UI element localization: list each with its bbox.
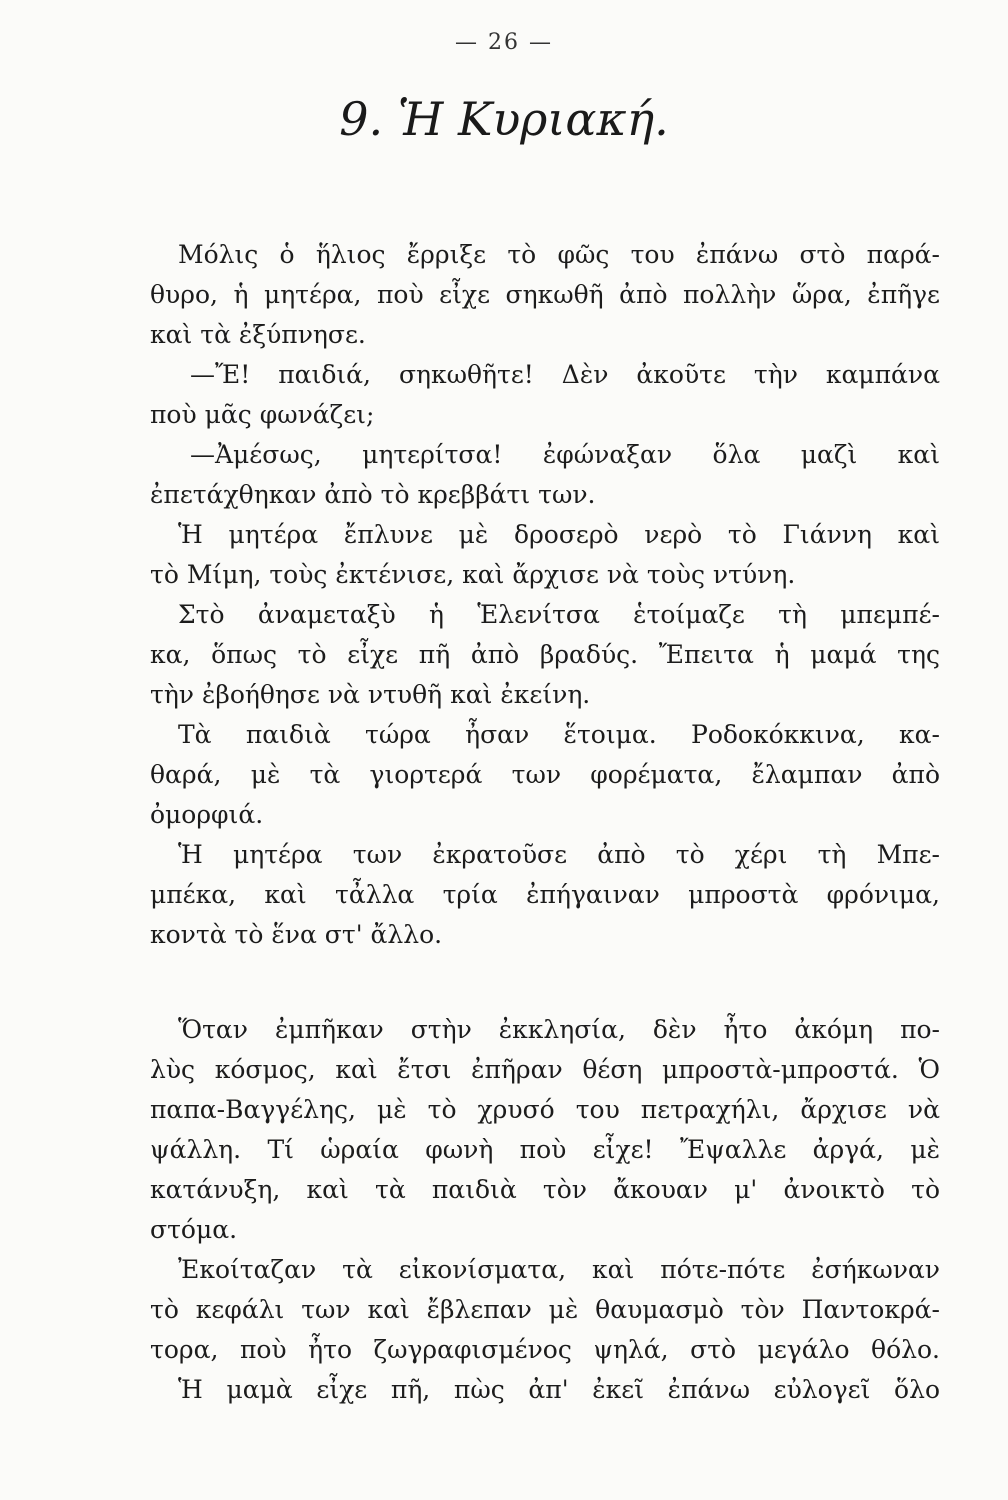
text-line: μπέκα, καὶ τἆλλα τρία ἐπήγαιναν μπροστὰ φρόνιμα, <box>150 880 940 909</box>
text-line: κοντὰ τὸ ἕνα στ' ἄλλο. <box>150 920 443 949</box>
text-line: Στὸ ἀναμεταξὺ ἡ Ἑλενίτσα ἑτοίμαζε τὴ μπεμπέ- <box>178 600 940 629</box>
text-line: θαρά, μὲ τὰ γιορτερά των φορέματα, ἔλαμπαν ἀπὸ <box>150 760 940 789</box>
text-line: κα, ὅπως τὸ εἶχε πῆ ἀπὸ βραδύς. Ἔπειτα ἡ μαμά της <box>150 640 940 669</box>
text-line: παπα-Βαγγέλης, μὲ τὸ χρυσό του πετραχήλι, ἄρχισε νὰ <box>150 1095 940 1124</box>
text-line: στόμα. <box>150 1215 238 1244</box>
text-line: Ἐκοίταζαν τὰ εἰκονίσματα, καὶ πότε-πότε ἐσήκωναν <box>178 1255 940 1284</box>
text-line: θυρο, ἡ μητέρα, ποὺ εἶχε σηκωθῆ ἀπὸ πολλὴν ὥρα, ἐπῆγε <box>150 280 940 309</box>
text-line: λὺς κόσμος, καὶ ἔτσι ἐπῆραν θέση μπροστὰ-μπροστά. Ὁ <box>150 1055 940 1084</box>
chapter-title: 9. Ἡ Κυριακή. <box>339 92 669 146</box>
text-line: τὴν ἐβοήθησε νὰ ντυθῆ καὶ ἐκείνη. <box>150 680 591 709</box>
text-line: —Ἀμέσως, μητερίτσα! ἐφώναξαν ὅλα μαζὶ καὶ <box>190 440 940 469</box>
text-line: ψάλλη. Τί ὡραία φωνὴ ποὺ εἶχε! Ἔψαλλε ἀργά, μὲ <box>150 1135 940 1164</box>
text-line: ποὺ μᾶς φωνάζει; <box>150 400 375 429</box>
text-line: τορα, ποὺ ἦτο ζωγραφισμένος ψηλά, στὸ μεγάλο θόλο. <box>150 1335 940 1364</box>
text-line: —Ἔ! παιδιά, σηκωθῆτε! Δὲν ἀκοῦτε τὴν καμπάνα <box>190 360 940 389</box>
text-line: τὸ Μίμη, τοὺς ἐκτένισε, καὶ ἄρχισε νὰ τοὺς ντύνη. <box>150 560 796 589</box>
text-line: Ἡ μαμὰ εἶχε πῆ, πὼς ἀπ' ἐκεῖ ἐπάνω εὐλογεῖ ὅλο <box>178 1375 940 1404</box>
text-line: καὶ τὰ ἐξύπνησε. <box>150 320 366 349</box>
text-line: Ἡ μητέρα ἔπλυνε μὲ δροσερὸ νερὸ τὸ Γιάννη καὶ <box>178 520 940 549</box>
text-line: Ἡ μητέρα των ἐκρατοῦσε ἀπὸ τὸ χέρι τὴ Μπε- <box>178 840 940 869</box>
page-number: — 26 — <box>455 30 553 55</box>
text-line: Ὅταν ἐμπῆκαν στὴν ἐκκλησία, δὲν ἦτο ἀκόμη πο- <box>178 1015 940 1044</box>
text-block-bottom <box>150 1010 940 1410</box>
text-line: Τὰ παιδιὰ τώρα ἦσαν ἕτοιμα. Ροδοκόκκινα, κα- <box>178 720 940 749</box>
text-block-top <box>150 235 940 955</box>
text-line: ἐπετάχθηκαν ἀπὸ τὸ κρεββάτι των. <box>150 480 596 509</box>
text-line: κατάνυξη, καὶ τὰ παιδιὰ τὸν ἄκουαν μ' ἀνοικτὸ τὸ <box>150 1175 940 1204</box>
text-line: Μόλις ὁ ἥλιος ἔρριξε τὸ φῶς του ἐπάνω στὸ παρά- <box>178 240 940 269</box>
text-line: ὀμορφιά. <box>150 800 264 829</box>
text-line: τὸ κεφάλι των καὶ ἔβλεπαν μὲ θαυμασμὸ τὸν Παντοκρά- <box>150 1295 940 1324</box>
